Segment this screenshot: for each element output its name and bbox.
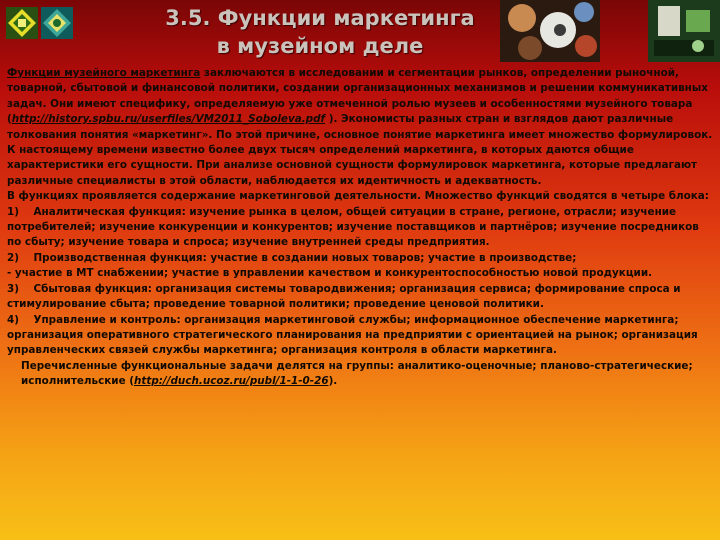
list-item-text: Управление и контроль: организация маркетинговой службы; информационное обеспечение маркетинга; организация оперативного стратегического планирования на предприятии с ориентацией на рынок; организация управленческих связей службы маркетинга; организация контроля в области маркетинга. [7, 313, 698, 357]
photo-museum-exhibit [648, 0, 720, 62]
paragraph-text: ). [328, 375, 338, 388]
body-text [7, 66, 716, 390]
title-line-2: в музейном деле [216, 34, 424, 58]
paragraph-closing [7, 359, 716, 390]
photo-collage [500, 0, 600, 62]
list-item-lead: Производственная функция [33, 251, 203, 264]
paragraph-text: заключаются в исследовании и сегментации рынков, определении рыночной, товарной, сбытовой и финансовой политики, создании организационных механизмов и решении коммуникативных задач. Они имеют специфику, определяемую уже отмеченной ролью музеев и особенностями музейного товара ( [7, 67, 708, 126]
list-item-analytical [7, 205, 716, 251]
paragraph-lead: Функции музейного маркетинга [7, 67, 201, 79]
source-link[interactable]: http://history.spbu.ru/userfiles/VM2011_Soboleva.pdf [11, 113, 326, 126]
list-item-text: : изучение рынка в целом, общей ситуации в стране, регионе, отрасли; изучение потребителей; изучение конкуренции и конкурентов; изучение поставщиков и партнёров; изучение посредников по сбыту; изучение товара и спроса; изучение внутренней среды предприятия. [7, 205, 699, 249]
list-item-sales [7, 282, 716, 313]
list-item-number: 4) [7, 313, 19, 326]
paragraph-blocks: В функциях проявляется содержание маркетинговой деятельности. Множество функций сводятся в четыре блока: [7, 190, 709, 203]
paragraph-text: Перечисленные функциональные задачи делятся на группы: аналитико-оценочные; планово-стратегические; исполнительские ( [21, 359, 693, 388]
list-item-lead: Аналитическая функция [33, 205, 182, 218]
list-item-text: : участие в создании новых товаров; участие в производстве; [202, 251, 577, 264]
museum-logo-icon [6, 7, 38, 39]
museum-logo-icon [41, 7, 73, 39]
paragraph-functions [7, 66, 716, 143]
list-item-management [7, 313, 716, 359]
paragraph-definitions: К настоящему времени известно более двух тысяч определений маркетинга, в которых даются общие характеристики его сущности. При анализе основной сущности формулировок маркетинга, которые предлагают различные специалисты в этой области, наблюдается их идентичность и адекватность. [7, 144, 698, 187]
list-item-production [7, 251, 716, 282]
list-item-number: 1) [7, 205, 19, 218]
list-item-number: 3) [7, 282, 19, 295]
source-link[interactable]: http://duch.ucoz.ru/publ/1-1-0-26 [133, 375, 329, 388]
list-item-text: - участие в МТ снабжении; участие в управлении качеством и конкурентоспособностью новой продукции. [7, 267, 653, 280]
list-item-text: Сбытовая функция: организация системы товародвижения; организация сервиса; формирование спроса и стимулирование сбыта; проведение товарной политики; проведение ценовой политики. [7, 282, 681, 311]
title-line-1: 3.5. Функции маркетинга [165, 6, 475, 30]
list-item-number: 2) [7, 251, 19, 264]
paragraph-text: ). Экономисты разных стран и взглядов дают различные толкования понятия «маркетинг». По этой причине, основное понятие маркетинга имеет множество формулировок. [7, 113, 713, 141]
page-title [120, 4, 520, 60]
